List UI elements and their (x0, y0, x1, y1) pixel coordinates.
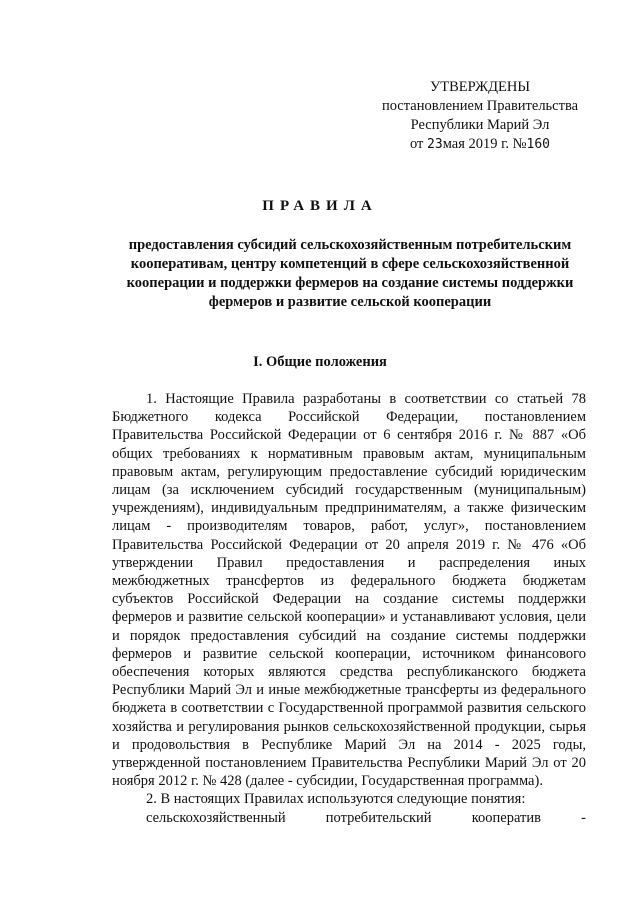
paragraph-2: 2. В настоящих Правилах используются следующие понятия: (146, 791, 526, 808)
document-title: ПРАВИЛА (262, 198, 378, 214)
document-subtitle: предоставления субсидий сельскохозяйственным потребительским кооперативам, центру компетенций в сфере сельскохозяйственной кооперации и поддержки фермеров на создание системы поддержки фермеров и развитие сельской кооперации (126, 237, 574, 310)
paragraph-1: 1. Настоящие Правила разработаны в соответствии со статьей 78 Бюджетного кодекса Российской Федерации, постановлением Правительства Российской Федерации от 6 сентября 2016 г. № 887 «Об общих требованиях к нормативным правовым актам, муниципальным правовым актам, регулирующим предоставление субсидий юридическим лицам (за исключением субсидий государственным (муниципальным) учреждениям), индивидуальным предпринимателям, а также физическим лицам - производителям товаров, работ, услуг», постановлением Правительства Российской Федерации от 20 апреля 2019 г. № 476 «Об утверждении Правил предоставления и распределения иных межбюджетных трансфертов из федерального бюджета бюджетам субъектов Российской Федерации на создание системы поддержки фермеров и развитие сельской кооперации» и устанавливают условия, цели и порядок предоставления субсидий на создание системы поддержки фермеров и развитие сельской кооперации, источником финансового обеспечения которых являются средства республиканского бюджета Республики Марий Эл и иные межбюджетные трансферты из федерального бюджета в соответствии с Государственной программой развития сельского хозяйства и регулирования рынков сельскохозяйственной продукции, сырья и продовольствия в Республике Марий Эл на 2014 - 2025 годы, утвержденной постановлением Правительства Республики Марий Эл от 20 ноября 2012 г. № 428 (далее - субсидии, Государственная программа). (112, 391, 586, 790)
approval-number: 160 (526, 137, 550, 152)
document-body (112, 390, 586, 827)
approval-date-rest: мая 2019 г. № (442, 136, 527, 152)
approval-date-prefix: от (410, 136, 424, 152)
section-heading: I. Общие положения (253, 354, 387, 370)
approval-date-line (360, 135, 600, 154)
approval-block (360, 78, 600, 154)
approval-issuer: постановлением Правительства (381, 98, 579, 114)
approval-heading: УТВЕРЖДЕНЫ (429, 79, 531, 95)
approval-region: Республики Марий Эл (410, 117, 550, 133)
approval-date-day: 23 (427, 137, 443, 152)
paragraph-3: сельскохозяйственный потребительский кооператив - (146, 809, 586, 826)
